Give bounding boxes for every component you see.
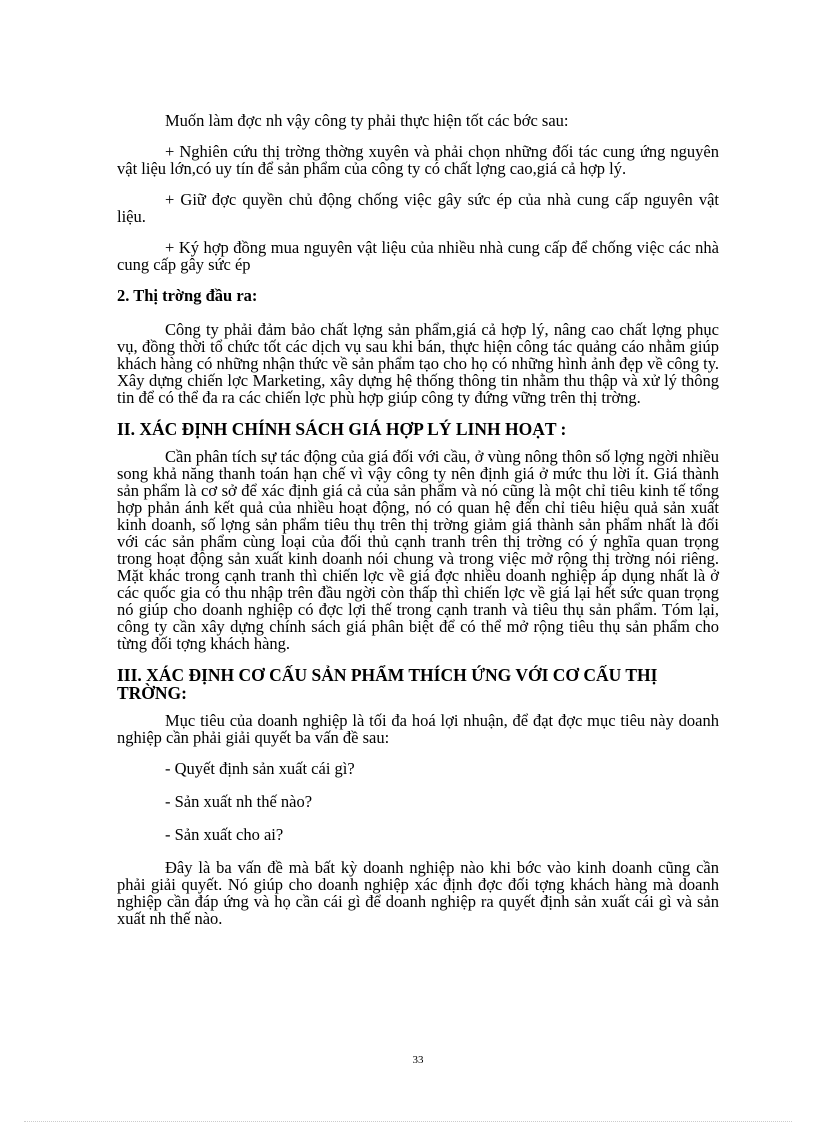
paragraph: + Giữ đợc quyền chủ động chống việc gây sức ép của nhà cung cấp nguyên vật liệu. bbox=[117, 190, 719, 226]
paragraph: Muốn làm đợc nh vậy công ty phải thực hiện tốt các bớc sau: bbox=[165, 111, 569, 130]
paragraph: Công ty phải đảm bảo chất lợng sản phẩm,giá cả hợp lý, nâng cao chất lợng phục vụ, đồng thời tổ chức tốt các dịch vụ sau khi bán, thực hiện công tác quảng cáo nhằm giúp khách hàng có những nhận thức về sản phẩm tạo cho họ có những hình ảnh đẹp về công ty. Xây dựng chiến lợc Marketing, xây dựng hệ thống thông tin nhằm thu thập và xử lý thông tin để có thể đa ra các chiến lợc phù hợp giúp công ty đứng vững trên thị trờng. bbox=[117, 320, 719, 407]
footer-divider bbox=[24, 1121, 792, 1122]
page-body bbox=[117, 112, 719, 941]
paragraph: + Nghiên cứu thị trờng thờng xuyên và phải chọn những đối tác cung ứng nguyên vật liệu lớn,có uy tín để sản phẩm của công ty có chất lợng cao,giá cả hợp lý. bbox=[117, 142, 719, 178]
list-item: - Quyết định sản xuất cái gì? bbox=[165, 759, 355, 778]
paragraph: + Ký hợp đồng mua nguyên vật liệu của nhiều nhà cung cấp để chống việc các nhà cung cấp gây sức ép bbox=[117, 238, 719, 274]
section-heading: II. XÁC ĐỊNH CHÍNH SÁCH GIÁ HỢP LÝ LINH HOẠT : bbox=[117, 419, 567, 439]
list-item: - Sản xuất nh thế nào? bbox=[165, 792, 313, 811]
paragraph: Đây là ba vấn đề mà bất kỳ doanh nghiệp nào khi bớc vào kinh doanh cũng cần phải giải quyết. Nó giúp cho doanh nghiệp xác định đợc đối tợng khách hàng mà doanh nghiệp cần đáp ứng và họ cần cái gì để doanh nghiệp ra quyết định sản xuất cái gì và sản xuất nh thế nào. bbox=[117, 858, 719, 928]
list-item: - Sản xuất cho ai? bbox=[165, 825, 284, 844]
subsection-heading: 2. Thị trờng đầu ra: bbox=[117, 286, 258, 305]
page-number: 33 bbox=[412, 1054, 424, 1066]
paragraph: Mục tiêu của doanh nghiệp là tối đa hoá lợi nhuận, để đạt đợc mục tiêu này doanh nghiệp cần phải giải quyết ba vấn đề sau: bbox=[117, 711, 719, 747]
section-heading: III. XÁC ĐỊNH CƠ CẤU SẢN PHẨM THÍCH ỨNG VỚI CƠ CẤU THỊ TRỜNG: bbox=[117, 665, 658, 703]
paragraph: Cần phân tích sự tác động của giá đối với cầu, ở vùng nông thôn số lợng ngời nhiều song khả năng thanh toán hạn chế vì vậy công ty nên định giá ở mức thu lời ít. Giá thành sản phẩm là cơ sở để xác định giá cả của sản phẩm và nó cũng là một chỉ tiêu kinh tế tổng hợp phản ánh kết quả của nhiều hoạt động, nó có quan hệ đến chỉ tiêu hiệu quả sản xuất kinh doanh, số lợng sản phẩm tiêu thụ trên thị trờng giảm giá thành sản phẩm nhất là đối với các sản phẩm cùng loại của đối thủ cạnh tranh trên thị trờng có ý nghĩa quan trọng trong hoạt động sản xuất kinh doanh nói chung và trong việc mở rộng thị trờng nói riêng. Mặt khác trong cạnh tranh thì chiến lợc về giá đợc nhiều doanh nghiệp áp dụng nhất là ở các quốc gia có thu nhập trên đầu ngời còn thấp thì chiến lợc về giá lại hết sức quan trọng nó giúp cho doanh nghiệp có đợc lợi thế trong cạnh tranh và tiêu thụ sản phẩm. Tóm lại, công ty cần xây dựng chính sách giá phân biệt để có thể mở rộng tiêu thụ sản phẩm cho từng đối tợng khách hàng. bbox=[117, 447, 719, 653]
